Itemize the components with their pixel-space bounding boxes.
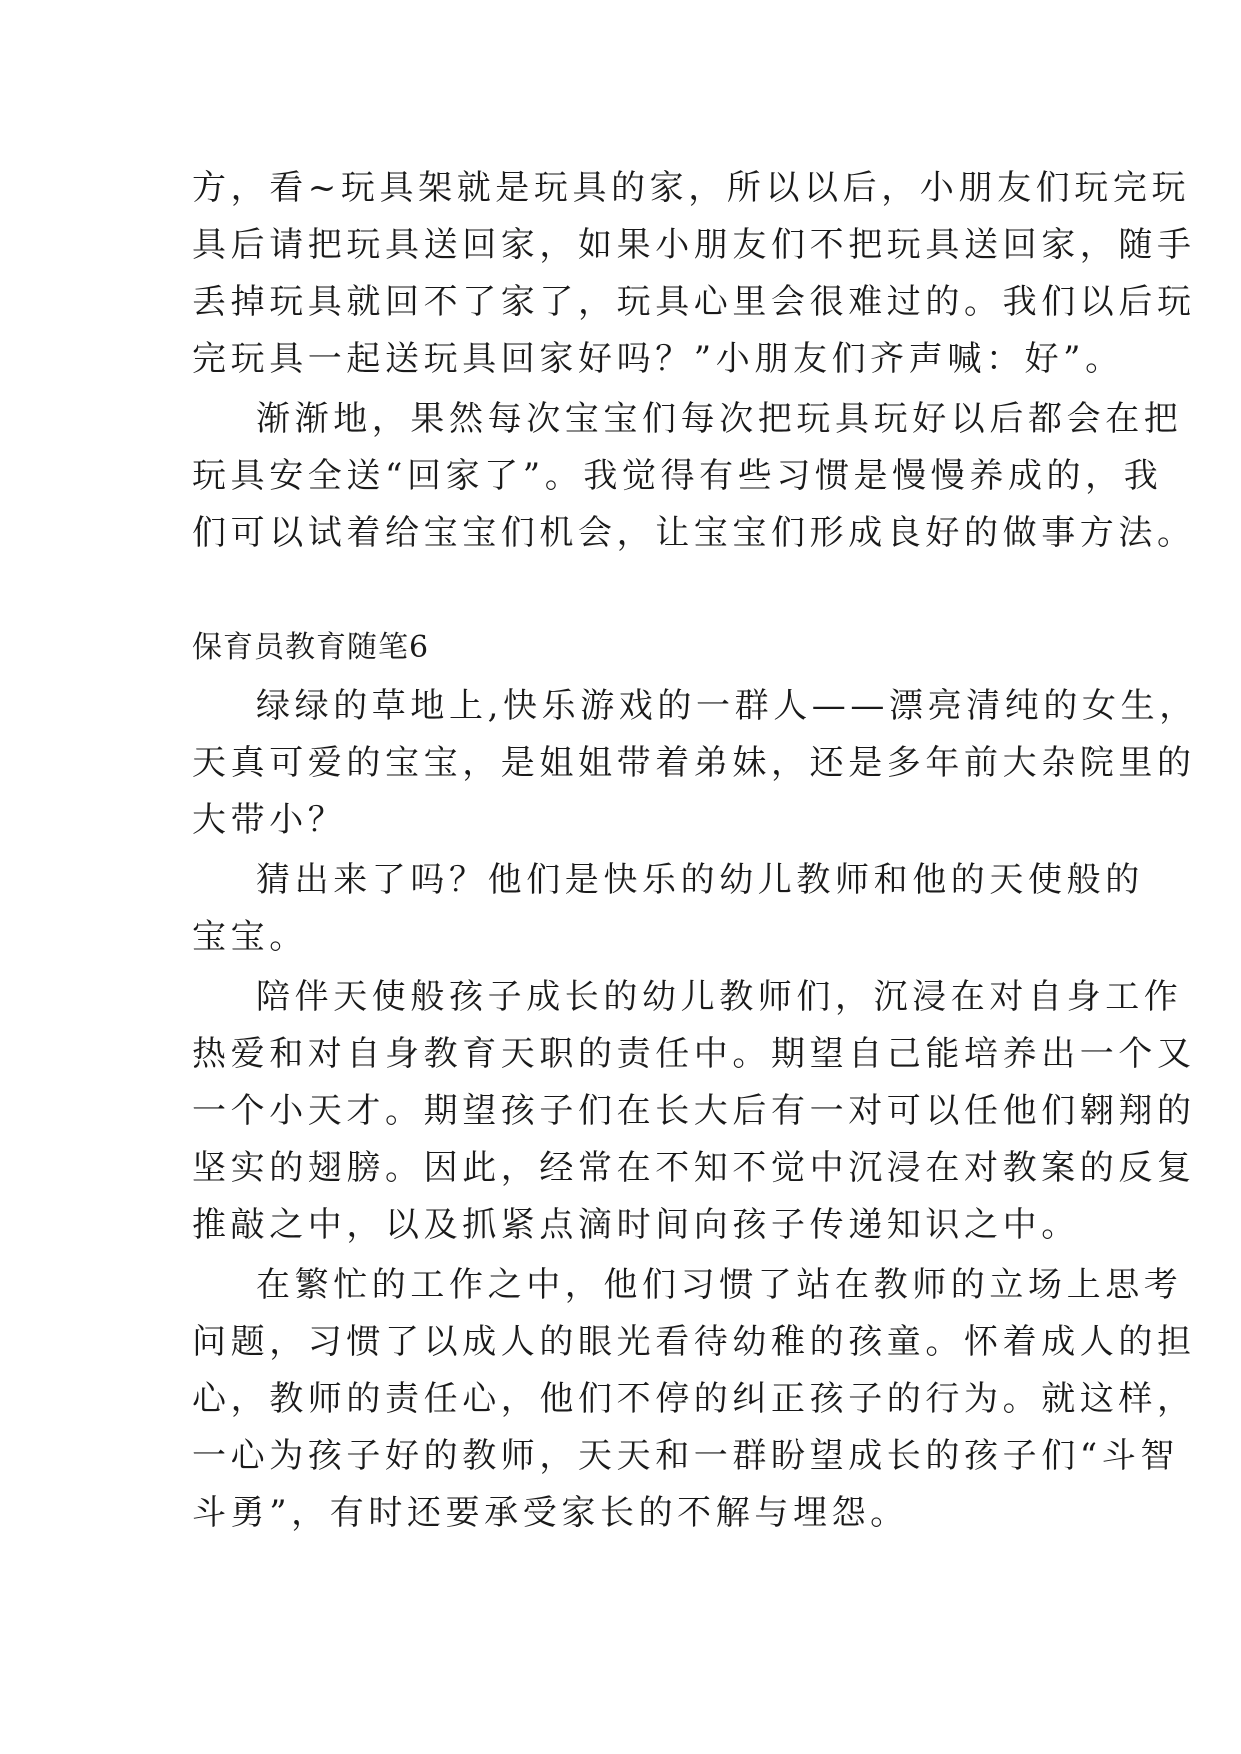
text-line: 渐渐地，果然每次宝宝们每次把玩具玩好以后都会在把 [256,399,1183,439]
text-line: 在繁忙的工作之中，他们习惯了站在教师的立场上思考 [256,1265,1183,1305]
text-line: 天真可爱的宝宝，是姐姐带着弟妹，还是多年前大杂院里的 [192,743,1196,783]
text-line: 一个小天才。期望孩子们在长大后有一对可以任他们翱翔的 [192,1091,1196,1131]
text-line: 们可以试着给宝宝们机会，让宝宝们形成良好的做事方法。 [192,513,1196,553]
section-heading: 保育员教育随笔6 [192,630,430,665]
text-line: 问题，习惯了以成人的眼光看待幼稚的孩童。怀着成人的担 [192,1322,1196,1362]
text-line: 宝宝。 [192,917,308,957]
text-line: 大带小？ [192,800,347,840]
text-line: 丢掉玩具就回不了家了，玩具心里会很难过的。我们以后玩 [192,282,1196,322]
text-line: 斗勇”，有时还要承受家长的不解与埋怨。 [192,1493,909,1533]
text-line: 一心为孩子好的教师，天天和一群盼望成长的孩子们“斗智 [192,1436,1179,1476]
text-line: 具后请把玩具送回家，如果小朋友们不把玩具送回家，随手 [192,225,1196,265]
text-line: 玩具安全送“回家了”。我觉得有些习惯是慢慢养成的，我 [192,456,1163,496]
text-line: 绿绿的草地上,快乐游戏的一群人——漂亮清纯的女生， [256,686,1198,726]
text-line: 坚实的翅膀。因此，经常在不知不觉中沉浸在对教案的反复 [192,1148,1196,1188]
text-line: 方，看~玩具架就是玩具的家，所以以后，小朋友们玩完玩 [192,168,1191,208]
text-line: 热爱和对自身教育天职的责任中。期望自己能培养出一个又 [192,1034,1196,1074]
text-line: 猜出来了吗？他们是快乐的幼儿教师和他的天使般的 [256,860,1144,900]
text-line: 推敲之中，以及抓紧点滴时间向孩子传递知识之中。 [192,1205,1080,1245]
text-line: 心，教师的责任心，他们不停的纠正孩子的行为。就这样， [192,1379,1196,1419]
text-line: 陪伴天使般孩子成长的幼儿教师们，沉浸在对自身工作 [256,977,1183,1017]
text-line: 完玩具一起送玩具回家好吗？”小朋友们齐声喊：好”。 [192,339,1124,379]
